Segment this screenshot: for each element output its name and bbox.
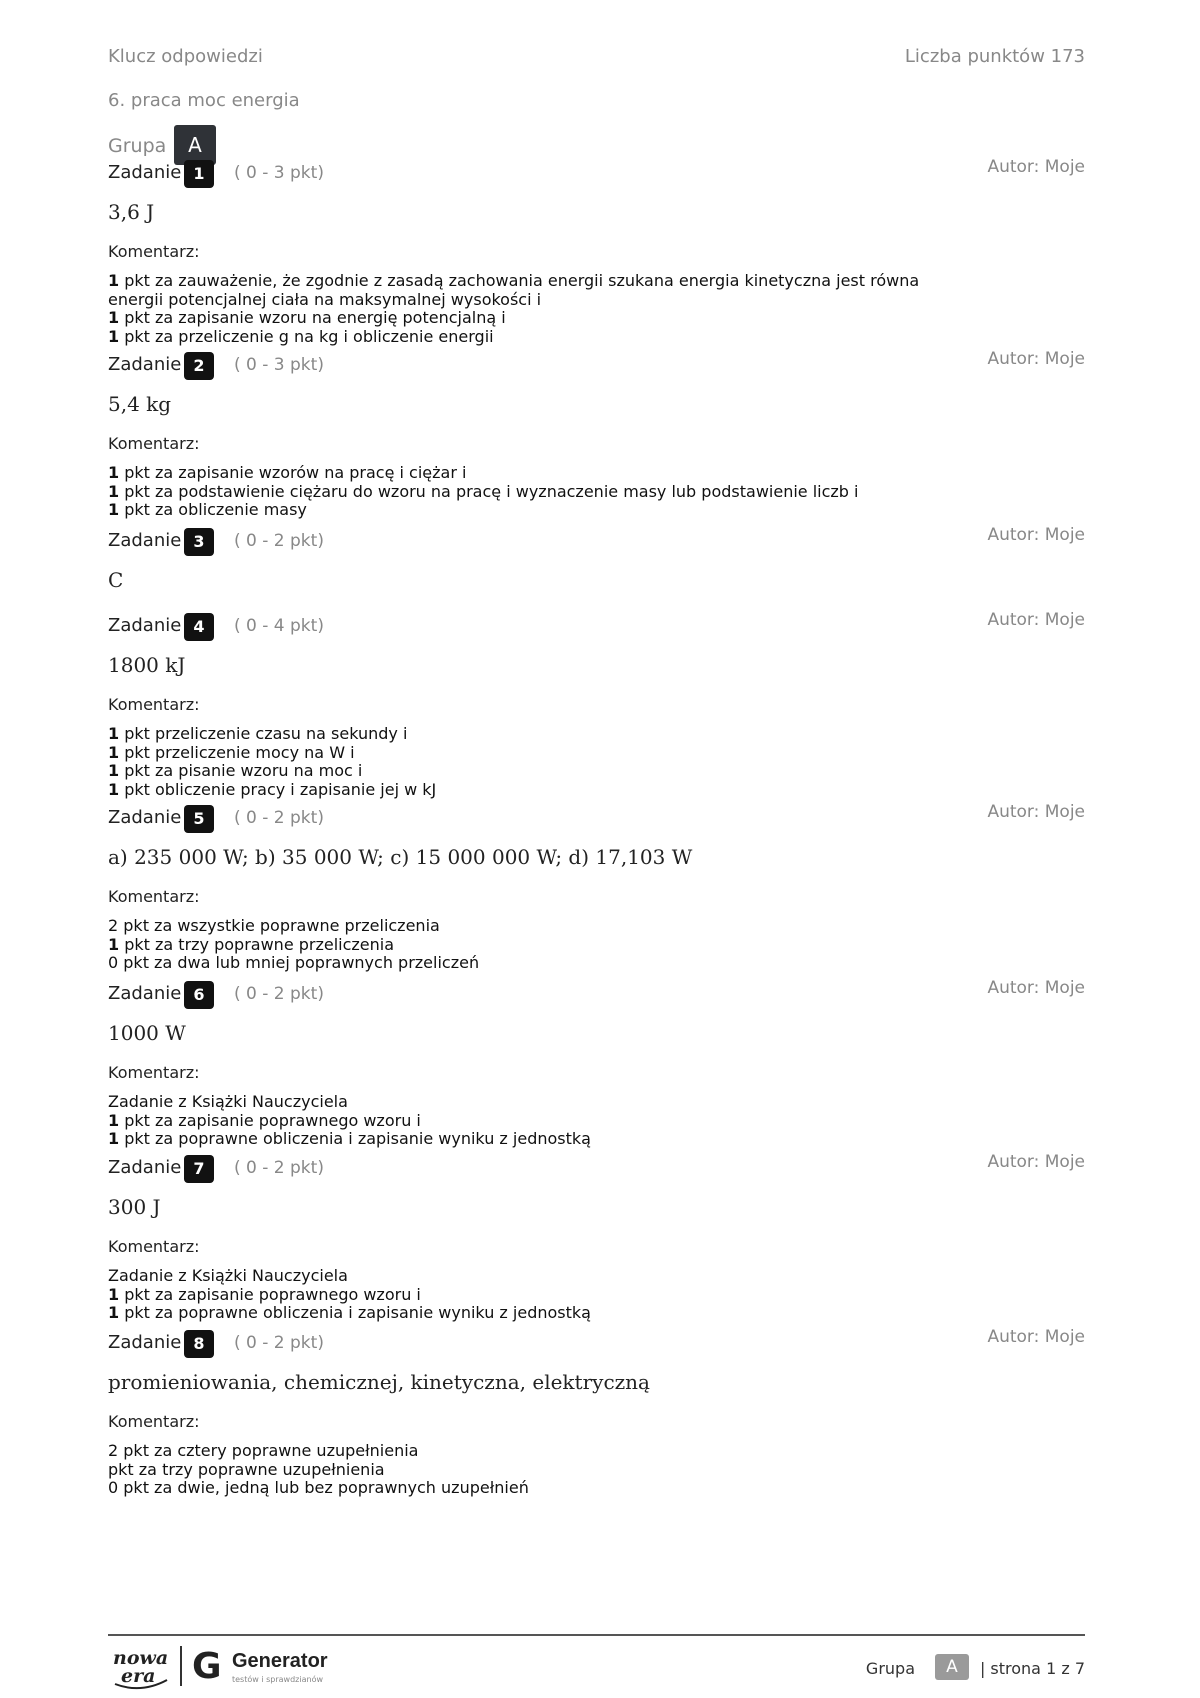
task-comment	[108, 272, 978, 346]
task-number-badge: 5	[184, 805, 214, 833]
logo-era-text: era	[121, 1665, 156, 1687]
comment-text: pkt przeliczenie mocy na W i	[119, 742, 355, 762]
footer-group-label: Grupa	[865, 1659, 915, 1678]
comment-line	[108, 328, 978, 347]
comment-line	[108, 725, 978, 744]
task-label: Zadanie	[108, 615, 182, 636]
task-answer: 1800 kJ	[108, 653, 186, 677]
task-number-badge: 1	[184, 160, 214, 188]
comment-line	[108, 464, 978, 483]
logo-nowa-text: nowa	[113, 1647, 169, 1669]
task-author: Autor: Moje	[987, 610, 1085, 630]
task-author: Autor: Moje	[987, 525, 1085, 545]
comment-text: pkt przeliczenie czasu na sekundy i	[119, 724, 408, 743]
task-comment	[108, 917, 978, 973]
task-answer: promieniowania, chemicznej, kinetyczna, elektryczną	[108, 1370, 650, 1394]
task-points: ( 0 - 3 pkt)	[234, 163, 324, 183]
task-label: Zadanie	[108, 1332, 182, 1353]
task-author: Autor: Moje	[987, 1152, 1085, 1172]
comment-line	[108, 272, 978, 291]
comment-text: pkt za zapisanie poprawnego wzoru i	[119, 1284, 421, 1304]
task-answer: 1000 W	[108, 1021, 186, 1045]
comment-line	[108, 1093, 978, 1112]
task-points: ( 0 - 2 pkt)	[234, 1158, 324, 1178]
comment-points-bold: 1	[108, 326, 120, 346]
comment-line	[108, 1130, 978, 1149]
footer-divider	[108, 1634, 1085, 1636]
comment-line	[108, 762, 978, 781]
comment-text: 0 pkt za dwie, jedną lub bez poprawnych uzupełnień	[108, 1478, 529, 1497]
comment-text: Zadanie z Książki Nauczyciela	[108, 1266, 348, 1285]
task-number-badge: 8	[184, 1330, 214, 1358]
task-author: Autor: Moje	[987, 1327, 1085, 1347]
comment-line	[108, 1112, 978, 1131]
comment-points-bold: 1	[108, 1284, 120, 1304]
comment-text: 2 pkt za wszystkie poprawne przeliczenia	[108, 916, 440, 935]
task-comment	[108, 1267, 978, 1323]
comment-line	[108, 291, 978, 310]
comment-text: pkt za zapisanie poprawnego wzoru i	[119, 1110, 421, 1130]
comment-points-bold: 1	[108, 742, 120, 762]
task-points: ( 0 - 2 pkt)	[234, 1333, 324, 1353]
task-author: Autor: Moje	[987, 978, 1085, 998]
task-label: Zadanie	[108, 983, 182, 1004]
comment-label: Komentarz:	[108, 1063, 200, 1082]
comment-line	[108, 309, 978, 328]
generator-logo-subtext: testów i sprawdzianów	[232, 1675, 323, 1684]
comment-text: pkt za obliczenie masy	[119, 500, 307, 519]
task-author: Autor: Moje	[987, 157, 1085, 177]
comment-points-bold: 1	[108, 779, 120, 799]
comment-points-bold: 1	[108, 308, 120, 327]
task-number-badge: 3	[184, 528, 214, 556]
group-badge: A	[174, 125, 216, 165]
task-answer: 300 J	[108, 1195, 161, 1219]
comment-points-bold: 1	[108, 1110, 120, 1130]
comment-line	[108, 744, 978, 763]
comment-text: pkt za trzy poprawne przeliczenia	[119, 934, 395, 954]
nowa-era-logo	[111, 1644, 171, 1690]
comment-text: pkt za zauważenie, że zgodnie z zasadą zachowania energii szukana energia kinetyczna jest równa	[119, 271, 920, 290]
task-author: Autor: Moje	[987, 802, 1085, 822]
comment-text: pkt za zapisanie wzorów na pracę i ciężar i	[119, 463, 467, 482]
task-answer: C	[108, 568, 124, 592]
comment-text: energii potencjalnej ciała na maksymalnej wysokości i	[108, 289, 542, 309]
task-label: Zadanie	[108, 530, 182, 551]
task-author: Autor: Moje	[987, 349, 1085, 369]
comment-label: Komentarz:	[108, 695, 200, 714]
comment-points-bold: 1	[108, 761, 120, 780]
header-points-total: Liczba punktów 173	[904, 46, 1085, 67]
comment-points-bold: 1	[108, 724, 120, 743]
task-number-badge: 6	[184, 981, 214, 1009]
task-number-badge: 7	[184, 1155, 214, 1183]
task-number-badge: 2	[184, 352, 214, 380]
comment-points-bold: 1	[108, 500, 120, 519]
generator-logo-text: Generator	[232, 1650, 328, 1672]
generator-logo	[192, 1644, 352, 1690]
comment-text: 0 pkt za dwa lub mniej poprawnych przeliczeń	[108, 953, 480, 972]
comment-line	[108, 936, 978, 955]
comment-line	[108, 1442, 978, 1461]
comment-points-bold: 1	[108, 934, 120, 954]
comment-points-bold: 1	[108, 1129, 120, 1148]
task-label: Zadanie	[108, 1157, 182, 1178]
comment-line	[108, 1461, 978, 1480]
comment-line	[108, 954, 978, 973]
comment-text: pkt za poprawne obliczenia i zapisanie wyniku z jednostką	[119, 1303, 591, 1322]
logo-separator	[180, 1646, 182, 1686]
comment-line	[108, 501, 978, 520]
page-header	[108, 46, 1085, 70]
comment-text: pkt za przeliczenie g na kg i obliczenie energii	[119, 326, 494, 346]
comment-text: pkt za trzy poprawne uzupełnienia	[108, 1459, 385, 1479]
comment-points-bold: 1	[108, 1303, 120, 1322]
task-comment	[108, 1442, 978, 1498]
task-points: ( 0 - 3 pkt)	[234, 355, 324, 375]
comment-line	[108, 1304, 978, 1323]
task-number-badge: 4	[184, 613, 214, 641]
comment-line	[108, 1267, 978, 1286]
comment-points-bold: 1	[108, 463, 120, 482]
task-label: Zadanie	[108, 354, 182, 375]
comment-label: Komentarz:	[108, 1237, 200, 1256]
comment-line	[108, 917, 978, 936]
header-title: Klucz odpowiedzi	[108, 46, 263, 67]
comment-line	[108, 1286, 978, 1305]
footer-group-badge: A	[935, 1654, 969, 1680]
comment-line	[108, 1479, 978, 1498]
task-points: ( 0 - 2 pkt)	[234, 531, 324, 551]
task-answer: a) 235 000 W; b) 35 000 W; c) 15 000 000 W; d) 17,103 W	[108, 845, 693, 869]
task-comment	[108, 464, 978, 520]
task-points: ( 0 - 2 pkt)	[234, 808, 324, 828]
comment-text: pkt za zapisanie wzoru na energię potencjalną i	[119, 308, 506, 327]
comment-points-bold: 1	[108, 271, 120, 290]
task-label: Zadanie	[108, 162, 182, 183]
task-answer: 5,4 kg	[108, 392, 172, 416]
comment-label: Komentarz:	[108, 434, 200, 453]
generator-g-icon: G	[192, 1646, 222, 1687]
document-page	[108, 0, 1085, 1698]
task-answer: 3,6 J	[108, 200, 155, 224]
page-number: | strona 1 z 7	[979, 1659, 1085, 1678]
comment-line	[108, 483, 978, 502]
comment-text: pkt za pisanie wzoru na moc i	[119, 761, 363, 780]
comment-label: Komentarz:	[108, 242, 200, 261]
task-points: ( 0 - 4 pkt)	[234, 616, 324, 636]
comment-text: Zadanie z Książki Nauczyciela	[108, 1092, 348, 1111]
comment-text: pkt za poprawne obliczenia i zapisanie wyniku z jednostką	[119, 1129, 591, 1148]
task-comment	[108, 725, 978, 799]
comment-label: Komentarz:	[108, 1412, 200, 1431]
comment-text: 2 pkt za cztery poprawne uzupełnienia	[108, 1441, 419, 1460]
comment-points-bold: 1	[108, 481, 120, 501]
subject-title: 6. praca moc energia	[108, 90, 300, 111]
task-comment	[108, 1093, 978, 1149]
task-label: Zadanie	[108, 807, 182, 828]
comment-text: pkt obliczenie pracy i zapisanie jej w kJ	[119, 779, 437, 799]
comment-line	[108, 781, 978, 800]
group-label: Grupa	[108, 135, 167, 157]
comment-text: pkt za podstawienie ciężaru do wzoru na pracę i wyznaczenie masy lub podstawienie liczb i	[119, 481, 859, 501]
comment-label: Komentarz:	[108, 887, 200, 906]
task-points: ( 0 - 2 pkt)	[234, 984, 324, 1004]
